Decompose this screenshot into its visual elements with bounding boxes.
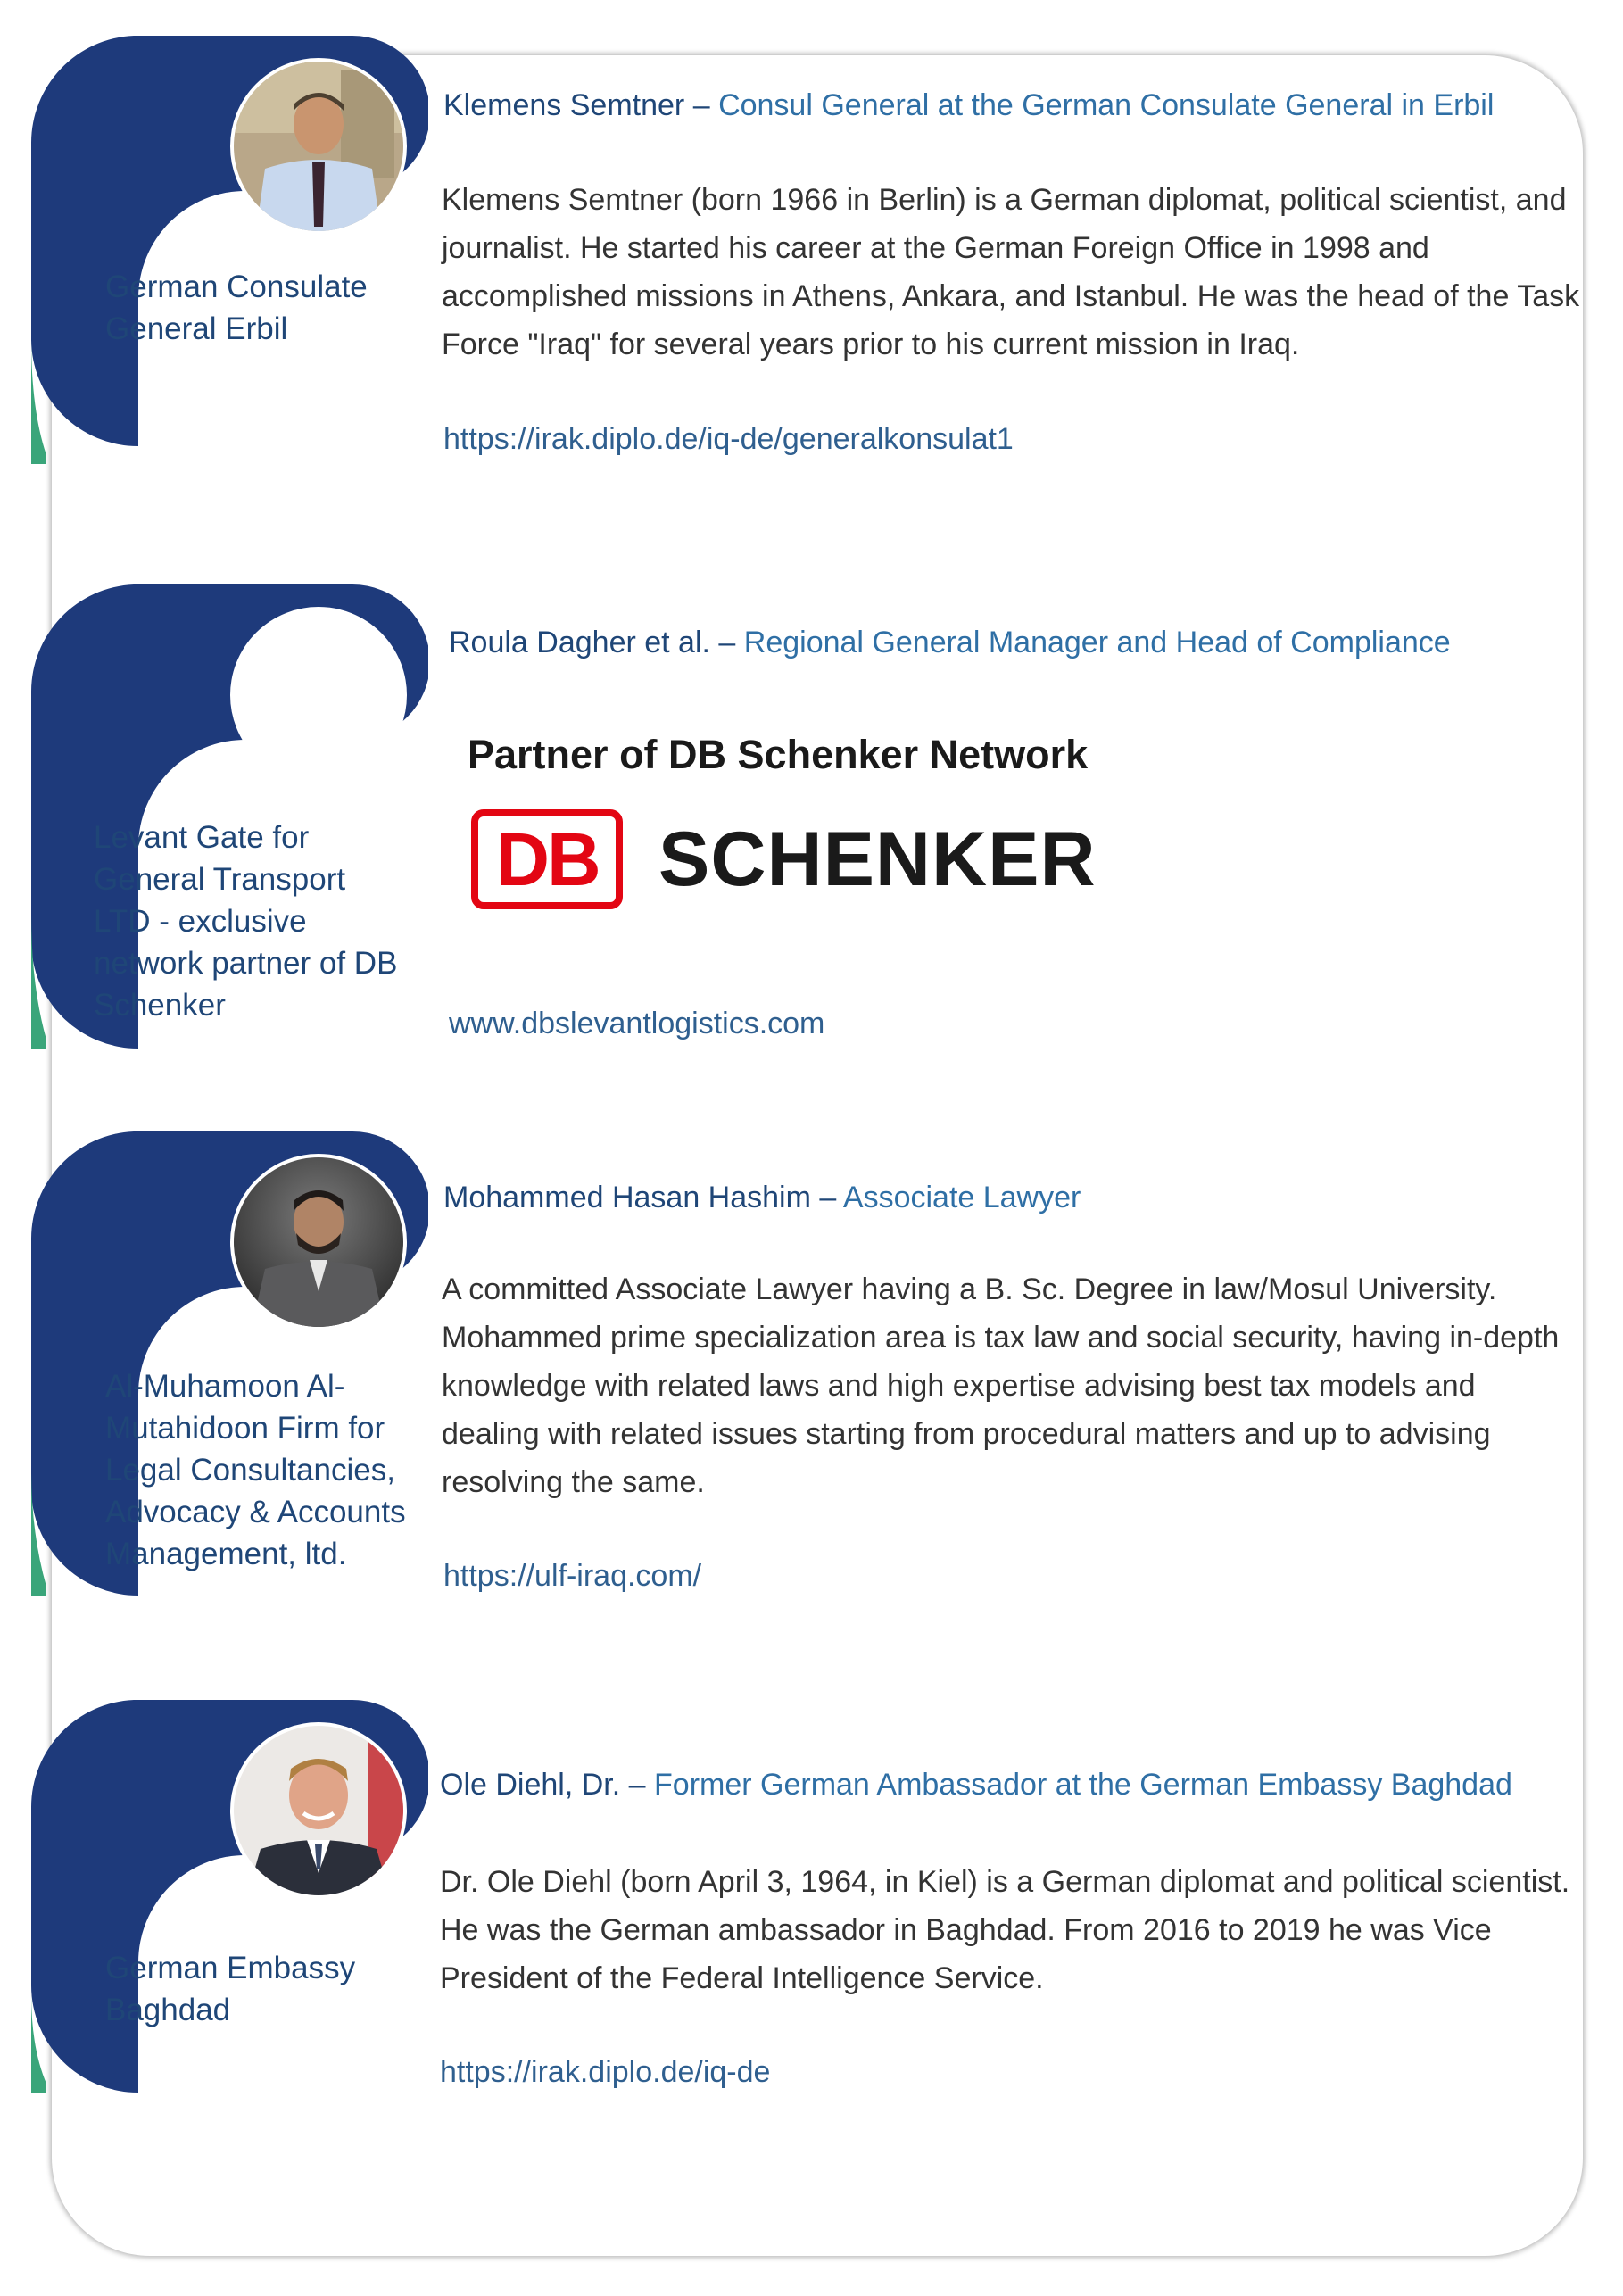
website-link[interactable]: www.dbslevantlogistics.com [449,1007,825,1040]
person-role: Consul General at the German Consulate General in Erbil [718,88,1495,122]
person-bio: Dr. Ole Diehl (born April 3, 1964, in Kiel) is a German diplomat and political scientist. He was the German ambassador in Baghdad. From 2016 to 2019 he was Vice President of the Federal Intelligence Service. [440,1865,1570,1995]
website-link[interactable]: https://irak.diplo.de/iq-de [440,2055,771,2089]
person-name: Mohammed Hasan Hashim [443,1181,811,1214]
person-name: Roula Dagher et al. [449,626,710,659]
photo-klemens-semtner [230,58,407,235]
photo-mohammed-hasan-hashim [230,1154,407,1330]
org-name: Levant Gate for General Transport LTD - exclusive network partner of DB Schenker [94,820,398,1023]
db-schenker-logo [464,732,1106,937]
person-name: Ole Diehl, Dr. [440,1768,621,1802]
person-role: Regional General Manager and Head of Compliance [743,626,1451,659]
org-name: German Consulate General Erbil [105,269,368,346]
person-role: Former German Ambassador at the German Embassy Baghdad [654,1768,1512,1802]
profile-heading: Klemens Semtner – Consul General at the German Consulate General in Erbil [443,88,1495,122]
website-link[interactable]: https://irak.diplo.de/iq-de/generalkonsulat1 [443,422,1014,456]
person-bio: A committed Associate Lawyer having a B. Sc. Degree in law/Mosul University. Mohammed prime specialization area is tax law and social security, having in-depth knowledge with related laws and high expertise advising best tax models and dealing with related issues starting from procedural matters and up to advising resolving the same. [442,1272,1560,1499]
profile-heading: Ole Diehl, Dr. – Former German Ambassador at the German Embassy Baghdad [440,1768,1512,1802]
org-name: German Embassy Baghdad [105,1951,356,2027]
org-name: Al-Muhamoon Al- Mutahidoon Firm for Legal Consultancies, Advocacy & Accounts Management, ltd. [105,1369,406,1571]
person-name: Klemens Semtner [443,88,685,122]
person-role: Associate Lawyer [842,1181,1081,1214]
photo-placeholder [230,607,407,783]
logo-partner-text: Partner of DB Schenker Network [468,732,1089,777]
profile-heading: Roula Dagher et al. – Regional General Manager and Head of Compliance [449,626,1451,659]
db-logo-box [471,809,623,909]
schenker-logo-text: SCHENKER [658,816,1097,902]
db-logo-text: DB [495,817,599,901]
website-link[interactable]: https://ulf-iraq.com/ [443,1559,702,1593]
profile-heading: Mohammed Hasan Hashim – Associate Lawyer [443,1181,1081,1214]
photo-ole-diehl [230,1722,407,1899]
person-bio: Klemens Semtner (born 1966 in Berlin) is a German diplomat, political scientist, and journalist. He started his career at the German Foreign Office in 1998 and accomplished missions in Athens, Ankara, and Istanbul. He was the head of the Task Force "Iraq" for several years prior to his current mission in Iraq. [442,183,1580,361]
